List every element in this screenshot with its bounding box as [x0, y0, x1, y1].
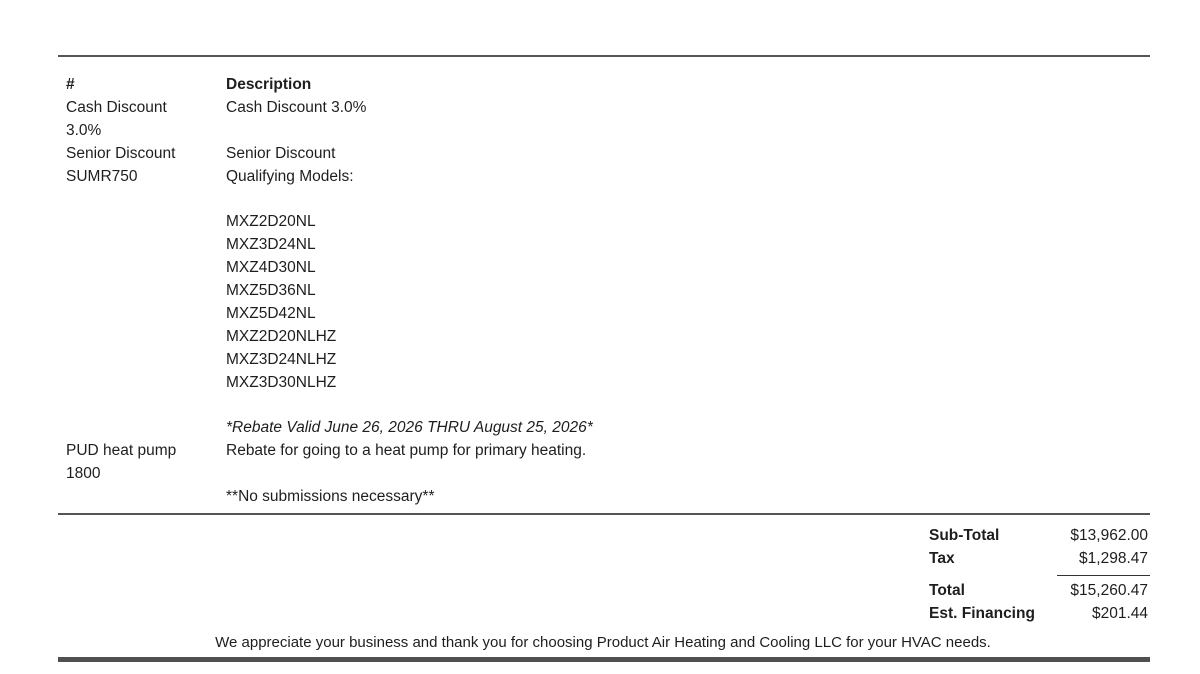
row-description-heat-pump-rebate: Rebate for going to a heat pump for primary heating. — [226, 442, 587, 459]
row-code-cash-discount-line2: 3.0% — [66, 122, 102, 139]
row-code-pud-heat-pump-line2: 1800 — [66, 465, 101, 482]
thank-you-message: We appreciate your business and thank you for choosing Product Air Heating and Cooling LLC for your HVAC needs. — [215, 634, 991, 651]
total-value: $15,260.47 — [1070, 582, 1148, 599]
subtotal-label: Sub-Total — [929, 527, 1000, 544]
top-divider — [58, 55, 1150, 57]
row-description-cash-discount: Cash Discount 3.0% — [226, 99, 367, 116]
model-item: MXZ2D20NLHZ — [226, 328, 337, 345]
row-code-senior-discount: Senior Discount — [66, 145, 176, 162]
bottom-divider — [58, 657, 1150, 662]
tax-value: $1,298.47 — [1079, 550, 1148, 567]
model-item: MXZ3D30NLHZ — [226, 374, 337, 391]
est-financing-label: Est. Financing — [929, 605, 1035, 622]
model-item: MXZ3D24NLHZ — [226, 351, 337, 368]
model-item: MXZ2D20NL — [226, 213, 316, 230]
model-item: MXZ3D24NL — [226, 236, 316, 253]
model-item: MXZ4D30NL — [226, 259, 316, 276]
column-header-description: Description — [226, 76, 312, 93]
tax-label: Tax — [929, 550, 955, 567]
column-header-number: # — [66, 76, 75, 93]
subtotal-value: $13,962.00 — [1070, 527, 1148, 544]
rebate-validity-note: *Rebate Valid June 26, 2026 THRU August 25, 2026* — [226, 419, 593, 436]
no-submissions-note: **No submissions necessary** — [226, 488, 435, 505]
row-code-pud-heat-pump-line1: PUD heat pump — [66, 442, 177, 459]
totals-divider — [58, 513, 1150, 515]
row-description-senior-discount: Senior Discount — [226, 145, 336, 162]
row-description-qualifying-models: Qualifying Models: — [226, 168, 354, 185]
total-label: Total — [929, 582, 965, 599]
model-item: MXZ5D36NL — [226, 282, 316, 299]
est-financing-value: $201.44 — [1091, 605, 1148, 622]
row-code-sumr750: SUMR750 — [66, 168, 138, 185]
row-code-cash-discount-line1: Cash Discount — [66, 99, 167, 116]
model-item: MXZ5D42NL — [226, 305, 316, 322]
total-underline — [1057, 575, 1150, 576]
